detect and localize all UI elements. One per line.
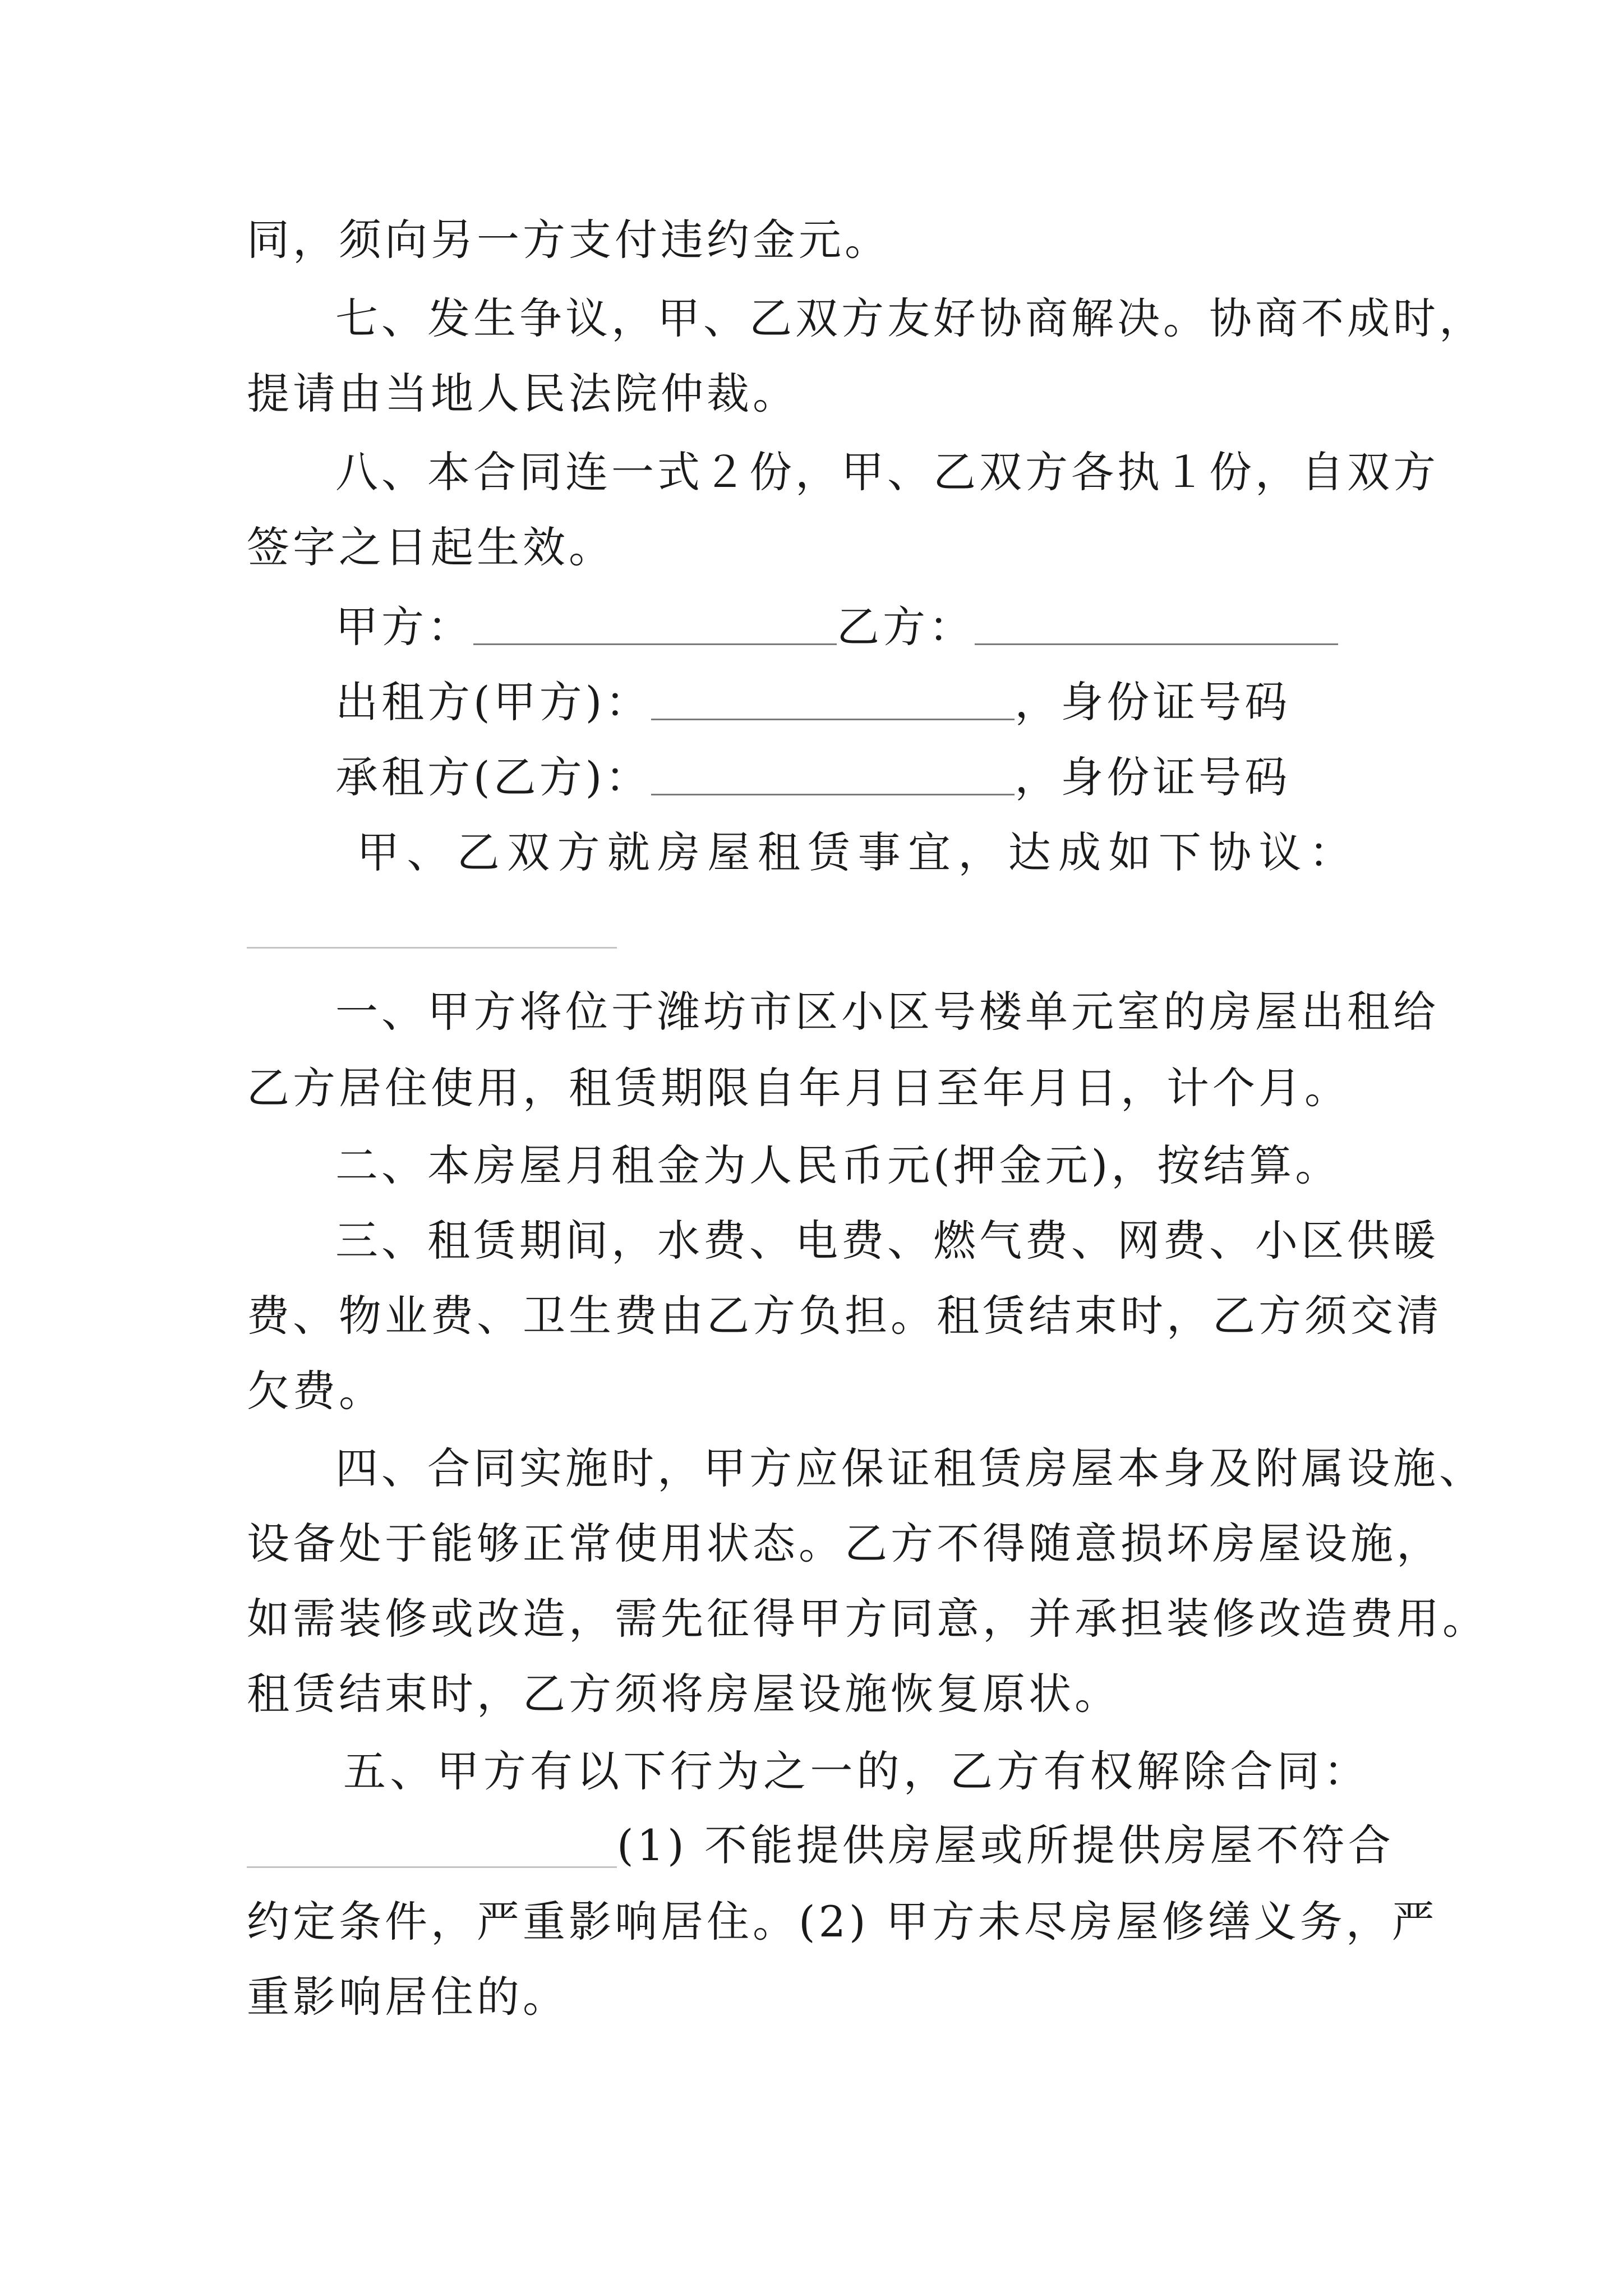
clause-5-char: 五 <box>343 1746 389 1796</box>
clause-5-char: 除 <box>1183 1746 1230 1796</box>
clause-5-char: 一 <box>810 1746 856 1796</box>
lessee-id-label: ，身份证号码 <box>1015 752 1291 802</box>
intro-char: 甲 <box>357 827 403 877</box>
intro-char: 协 <box>1209 827 1255 877</box>
clause-5-char: 权 <box>1090 1746 1136 1796</box>
clause-8-line-2: 签字之日起生效。 <box>247 522 615 572</box>
intro-char: 议 <box>1258 827 1305 877</box>
intro-char: 、 <box>407 827 453 877</box>
lessee-row <box>335 749 1290 806</box>
clause-5-char: 甲 <box>436 1746 483 1796</box>
intro-char: 租 <box>757 827 804 877</box>
clause-8-line-1: 八、本合同连一式２份，甲、乙双方各执１份，自双方 <box>335 447 1439 497</box>
intro-char: 房 <box>657 827 704 877</box>
party-a-blank[interactable] <box>473 643 837 645</box>
intro-char: 宜 <box>907 827 954 877</box>
lessor-label: 出租方(甲方)： <box>335 677 652 727</box>
lessor-blank[interactable] <box>651 719 1015 720</box>
lessee-label: 承租方(乙方)： <box>335 752 652 802</box>
clause-5-char: 以 <box>577 1746 623 1796</box>
clause-4-line-2: 设备处于能够正常使用状态。乙方不得随意损坏房屋设施， <box>247 1519 1442 1568</box>
clause-5-char: 有 <box>529 1746 576 1796</box>
clause-5-char: 行 <box>670 1746 716 1796</box>
lessee-blank[interactable] <box>651 794 1015 795</box>
clause-5-line-1 <box>247 1818 1394 1874</box>
clause-5-line-2: 约定条件，严重影响居住。(2) 甲方未尽房屋修缮义务，严 <box>247 1897 1438 1947</box>
lessor-id-label: ，身份证号码 <box>1015 677 1291 727</box>
clause-5-item-1: (1) 不能提供房屋或所提供房屋不符合 <box>617 1820 1394 1870</box>
text-line: 同，须向另一方支付违约金元。 <box>247 215 891 265</box>
clause-5-intro <box>343 1743 1370 1800</box>
clause-5-char: ： <box>1323 1746 1370 1796</box>
clause-7-line-2: 提请由当地人民法院仲裁。 <box>247 369 799 418</box>
party-b-label: 乙方： <box>837 602 975 652</box>
clause-5-char: 的 <box>856 1746 903 1796</box>
clause-3-line-3: 欠费。 <box>247 1366 385 1416</box>
intro-char: 赁 <box>808 827 854 877</box>
blank-rule <box>247 947 617 949</box>
clause-5-char: 同 <box>1276 1746 1323 1796</box>
clause-5-char: 合 <box>1230 1746 1276 1796</box>
intro-char: 就 <box>607 827 653 877</box>
clause-5-char: 之 <box>763 1746 810 1796</box>
clause-4-line-1: 四、合同实施时，甲方应保证租赁房屋本身及附属设施、 <box>335 1443 1485 1493</box>
clause-5-char: 乙 <box>950 1746 997 1796</box>
clause-5-char: ， <box>903 1746 949 1796</box>
clause-4-line-3: 如需装修或改造，需先征得甲方同意，并承担装修改造费用。 <box>247 1594 1488 1644</box>
clause-1-line-2: 乙方居住使用，租赁期限自年月日至年月日，计个月。 <box>247 1063 1350 1113</box>
agreement-intro <box>357 825 1355 881</box>
clause-5-char: 方 <box>483 1746 529 1796</box>
intro-char: 如 <box>1108 827 1155 877</box>
clause-3-line-2: 费、物业费、卫生费由乙方负担。租赁结束时，乙方须交清 <box>247 1291 1442 1341</box>
clause-5-char: 下 <box>623 1746 670 1796</box>
party-b-blank[interactable] <box>975 643 1338 645</box>
clause-3-line-1: 三、租赁期间，水费、电费、燃气费、网费、小区供暖 <box>335 1216 1439 1266</box>
intro-char: 方 <box>557 827 603 877</box>
clause-5-char: 解 <box>1136 1746 1183 1796</box>
intro-char: ， <box>958 827 1004 877</box>
lessor-row <box>335 674 1290 730</box>
blank-rule <box>247 1866 617 1868</box>
clause-2-line-1: 二、本房屋月租金为人民币元(押金元)，按结算。 <box>335 1140 1341 1190</box>
clause-1-line-1: 一、甲方将位于潍坊市区小区号楼单元室的房屋出租给 <box>335 987 1439 1037</box>
intro-char: 双 <box>507 827 554 877</box>
clause-5-char: 为 <box>716 1746 763 1796</box>
clause-4-line-4: 租赁结束时，乙方须将房屋设施恢复原状。 <box>247 1669 1121 1719</box>
signature-row <box>335 599 1338 655</box>
clause-5-char: 方 <box>997 1746 1043 1796</box>
intro-char: 下 <box>1158 827 1205 877</box>
clause-5-char: 有 <box>1043 1746 1090 1796</box>
intro-char: 达 <box>1008 827 1054 877</box>
clause-5-char: 、 <box>390 1746 436 1796</box>
intro-char: 成 <box>1058 827 1105 877</box>
intro-char: ： <box>1308 827 1355 877</box>
clause-7-line-1: 七、发生争议，甲、乙双方友好协商解决。协商不成时， <box>335 293 1485 343</box>
intro-char: 屋 <box>707 827 754 877</box>
intro-char: 事 <box>857 827 904 877</box>
intro-char: 乙 <box>457 827 503 877</box>
clause-5-line-3: 重影响居住的。 <box>247 1972 569 2022</box>
party-a-label: 甲方： <box>335 602 473 652</box>
